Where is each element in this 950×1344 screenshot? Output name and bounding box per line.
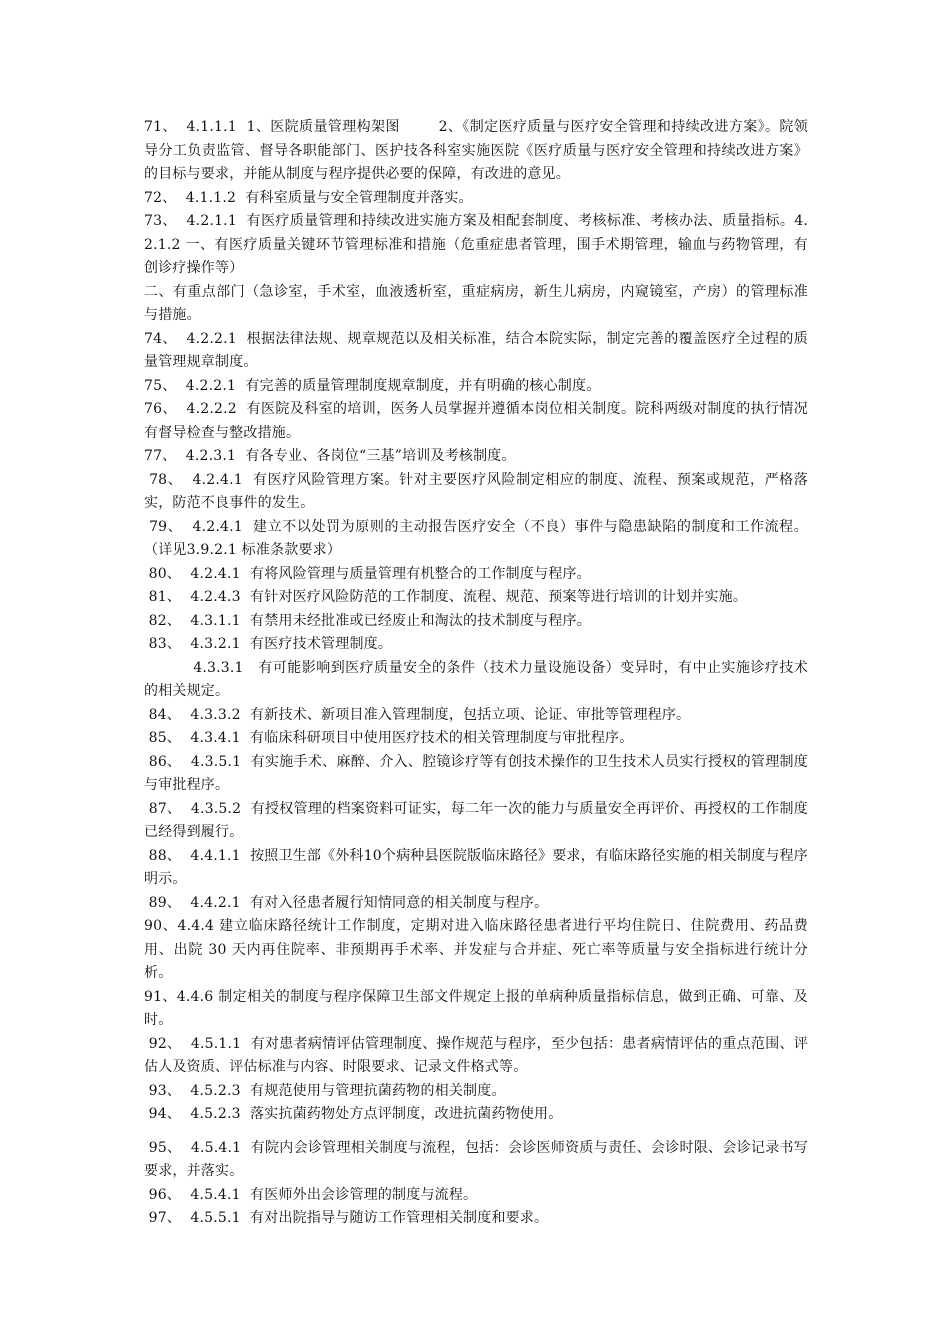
paragraph-item-77: 77、 4.2.3.1 有各专业、各岗位“三基”培训及考核制度。 — [144, 448, 516, 464]
paragraph-item-71: 71、 4.1.1.1 1、医院质量管理构架图 2、《制定医疗质量与医疗安全管理和持续改进方案》。院领导分工负责监管、督导各职能部门、医护技各科室实施医院《医疗质量与医疗安全管理和持续改进方案》的目标与要求，并能从制度与程序提供必要的保障，有改进的意见。 — [144, 119, 808, 182]
paragraph-item-83-part2: 4.3.3.1 有可能影响到医疗质量安全的条件（技术力量设施设备）变异时，有中止实施诊疗技术的相关规定。 — [144, 659, 808, 699]
paragraph-item-89: 89、 4.4.2.1 有对入径患者履行知情同意的相关制度与程序。 — [144, 894, 549, 911]
paragraph-item-72: 72、 4.1.1.2 有科室质量与安全管理制度并落实。 — [144, 189, 473, 206]
paragraph-item-75: 75、 4.2.2.1 有完善的质量管理制度规章制度，并有明确的核心制度。 — [144, 377, 601, 394]
paragraph-item-87: 87、 4.3.5.2 有授权管理的档案资料可证实，每二年一次的能力与质量安全再评价、再授权的工作制度已经得到履行。 — [144, 800, 808, 840]
paragraph-item-80: 80、 4.2.4.1 有将风险管理与质量管理有机整合的工作制度与程序。 — [144, 565, 591, 582]
paragraph-item-91: 91、4.4.6 制定相关的制度与程序保障卫生部文件规定上报的单病种质量指标信息，做到正确、可靠、及时。 — [144, 988, 808, 1028]
paragraph-item-84: 84、 4.3.3.2 有新技术、新项目准入管理制度，包括立项、论证、审批等管理程序。 — [144, 706, 691, 723]
paragraph-item-88: 88、 4.4.1.1 按照卫生部《外科10个病种县医院版临床路径》要求，有临床路径实施的相关制度与程序明示。 — [144, 847, 808, 887]
paragraph-item-83: 83、 4.3.2.1 有医疗技术管理制度。 — [144, 636, 393, 652]
paragraph-item-97: 97、 4.5.5.1 有对出院指导与随访工作管理相关制度和要求。 — [144, 1210, 549, 1226]
paragraph-item-86: 86、 4.3.5.1 有实施手术、麻醉、介入、腔镜诊疗等有创技术操作的卫生技术人员实行授权的管理制度与审批程序。 — [144, 753, 808, 793]
document-body — [144, 116, 808, 1231]
paragraph-item-92: 92、 4.5.1.1 有对患者病情评估管理制度、操作规范与程序，至少包括：患者病情评估的重点范围、评估人及资质、评估标准与内容、时限要求、记录文件格式等。 — [144, 1035, 808, 1075]
paragraph-item-78: 78、 4.2.4.1 有医疗风险管理方案。针对主要医疗风险制定相应的制度、流程、预案或规范，严格落实，防范不良事件的发生。 — [144, 471, 808, 511]
paragraph-item-76: 76、 4.2.2.2 有医院及科室的培训，医务人员掌握并遵循本岗位相关制度。院科两级对制度的执行情况有督导检查与整改措施。 — [144, 401, 808, 441]
paragraph-item-82: 82、 4.3.1.1 有禁用未经批准或已经废止和淘汰的技术制度与程序。 — [144, 612, 591, 629]
paragraph-item-73: 73、 4.2.1.1 有医疗质量管理和持续改进实施方案及相配套制度、考核标准、考核办法、质量指标。4.2.1.2 一、有医疗质量关键环节管理标准和措施（危重症患者管理，围手术期管理，输血与药物管理，有创诊疗操作等） — [144, 213, 808, 276]
paragraph-item-95: 95、 4.5.4.1 有院内会诊管理相关制度与流程，包括：会诊医师资质与责任、会诊时限、会诊记录书写要求，并落实。 — [144, 1139, 808, 1179]
paragraph-item-85: 85、 4.3.4.1 有临床科研项目中使用医疗技术的相关管理制度与审批程序。 — [144, 730, 634, 746]
paragraph-item-73-part2: 二、有重点部门（急诊室，手术室，血液透析室，重症病房，新生儿病房，内窥镜室，产房）的管理标准与措施。 — [144, 283, 808, 323]
paragraph-item-96: 96、 4.5.4.1 有医师外出会诊管理的制度与流程。 — [144, 1186, 478, 1203]
paragraph-item-93: 93、 4.5.2.3 有规范使用与管理抗菌药物的相关制度。 — [144, 1082, 506, 1099]
paragraph-item-74: 74、 4.2.2.1 根据法律法规、规章规范以及相关标准，结合本院实际，制定完善的覆盖医疗全过程的质量管理规章制度。 — [144, 330, 808, 370]
paragraph-item-79: 79、 4.2.4.1 建立不以处罚为原则的主动报告医疗安全（不良）事件与隐患缺陷的制度和工作流程。（详见3.9.2.1 标准条款要求） — [144, 518, 808, 558]
paragraph-item-81: 81、 4.2.4.3 有针对医疗风险防范的工作制度、流程、规范、预案等进行培训的计划并实施。 — [144, 589, 748, 605]
paragraph-item-90: 90、4.4.4 建立临床路径统计工作制度，定期对进入临床路径患者进行平均住院日、住院费用、药品费用、出院 30 天内再住院率、非预期再手术率、并发症与合并症、死亡率等质量与安全指标进行统计分析。 — [144, 918, 808, 981]
paragraph-item-94: 94、 4.5.2.3 落实抗菌药物处方点评制度，改进抗菌药物使用。 — [144, 1106, 563, 1122]
